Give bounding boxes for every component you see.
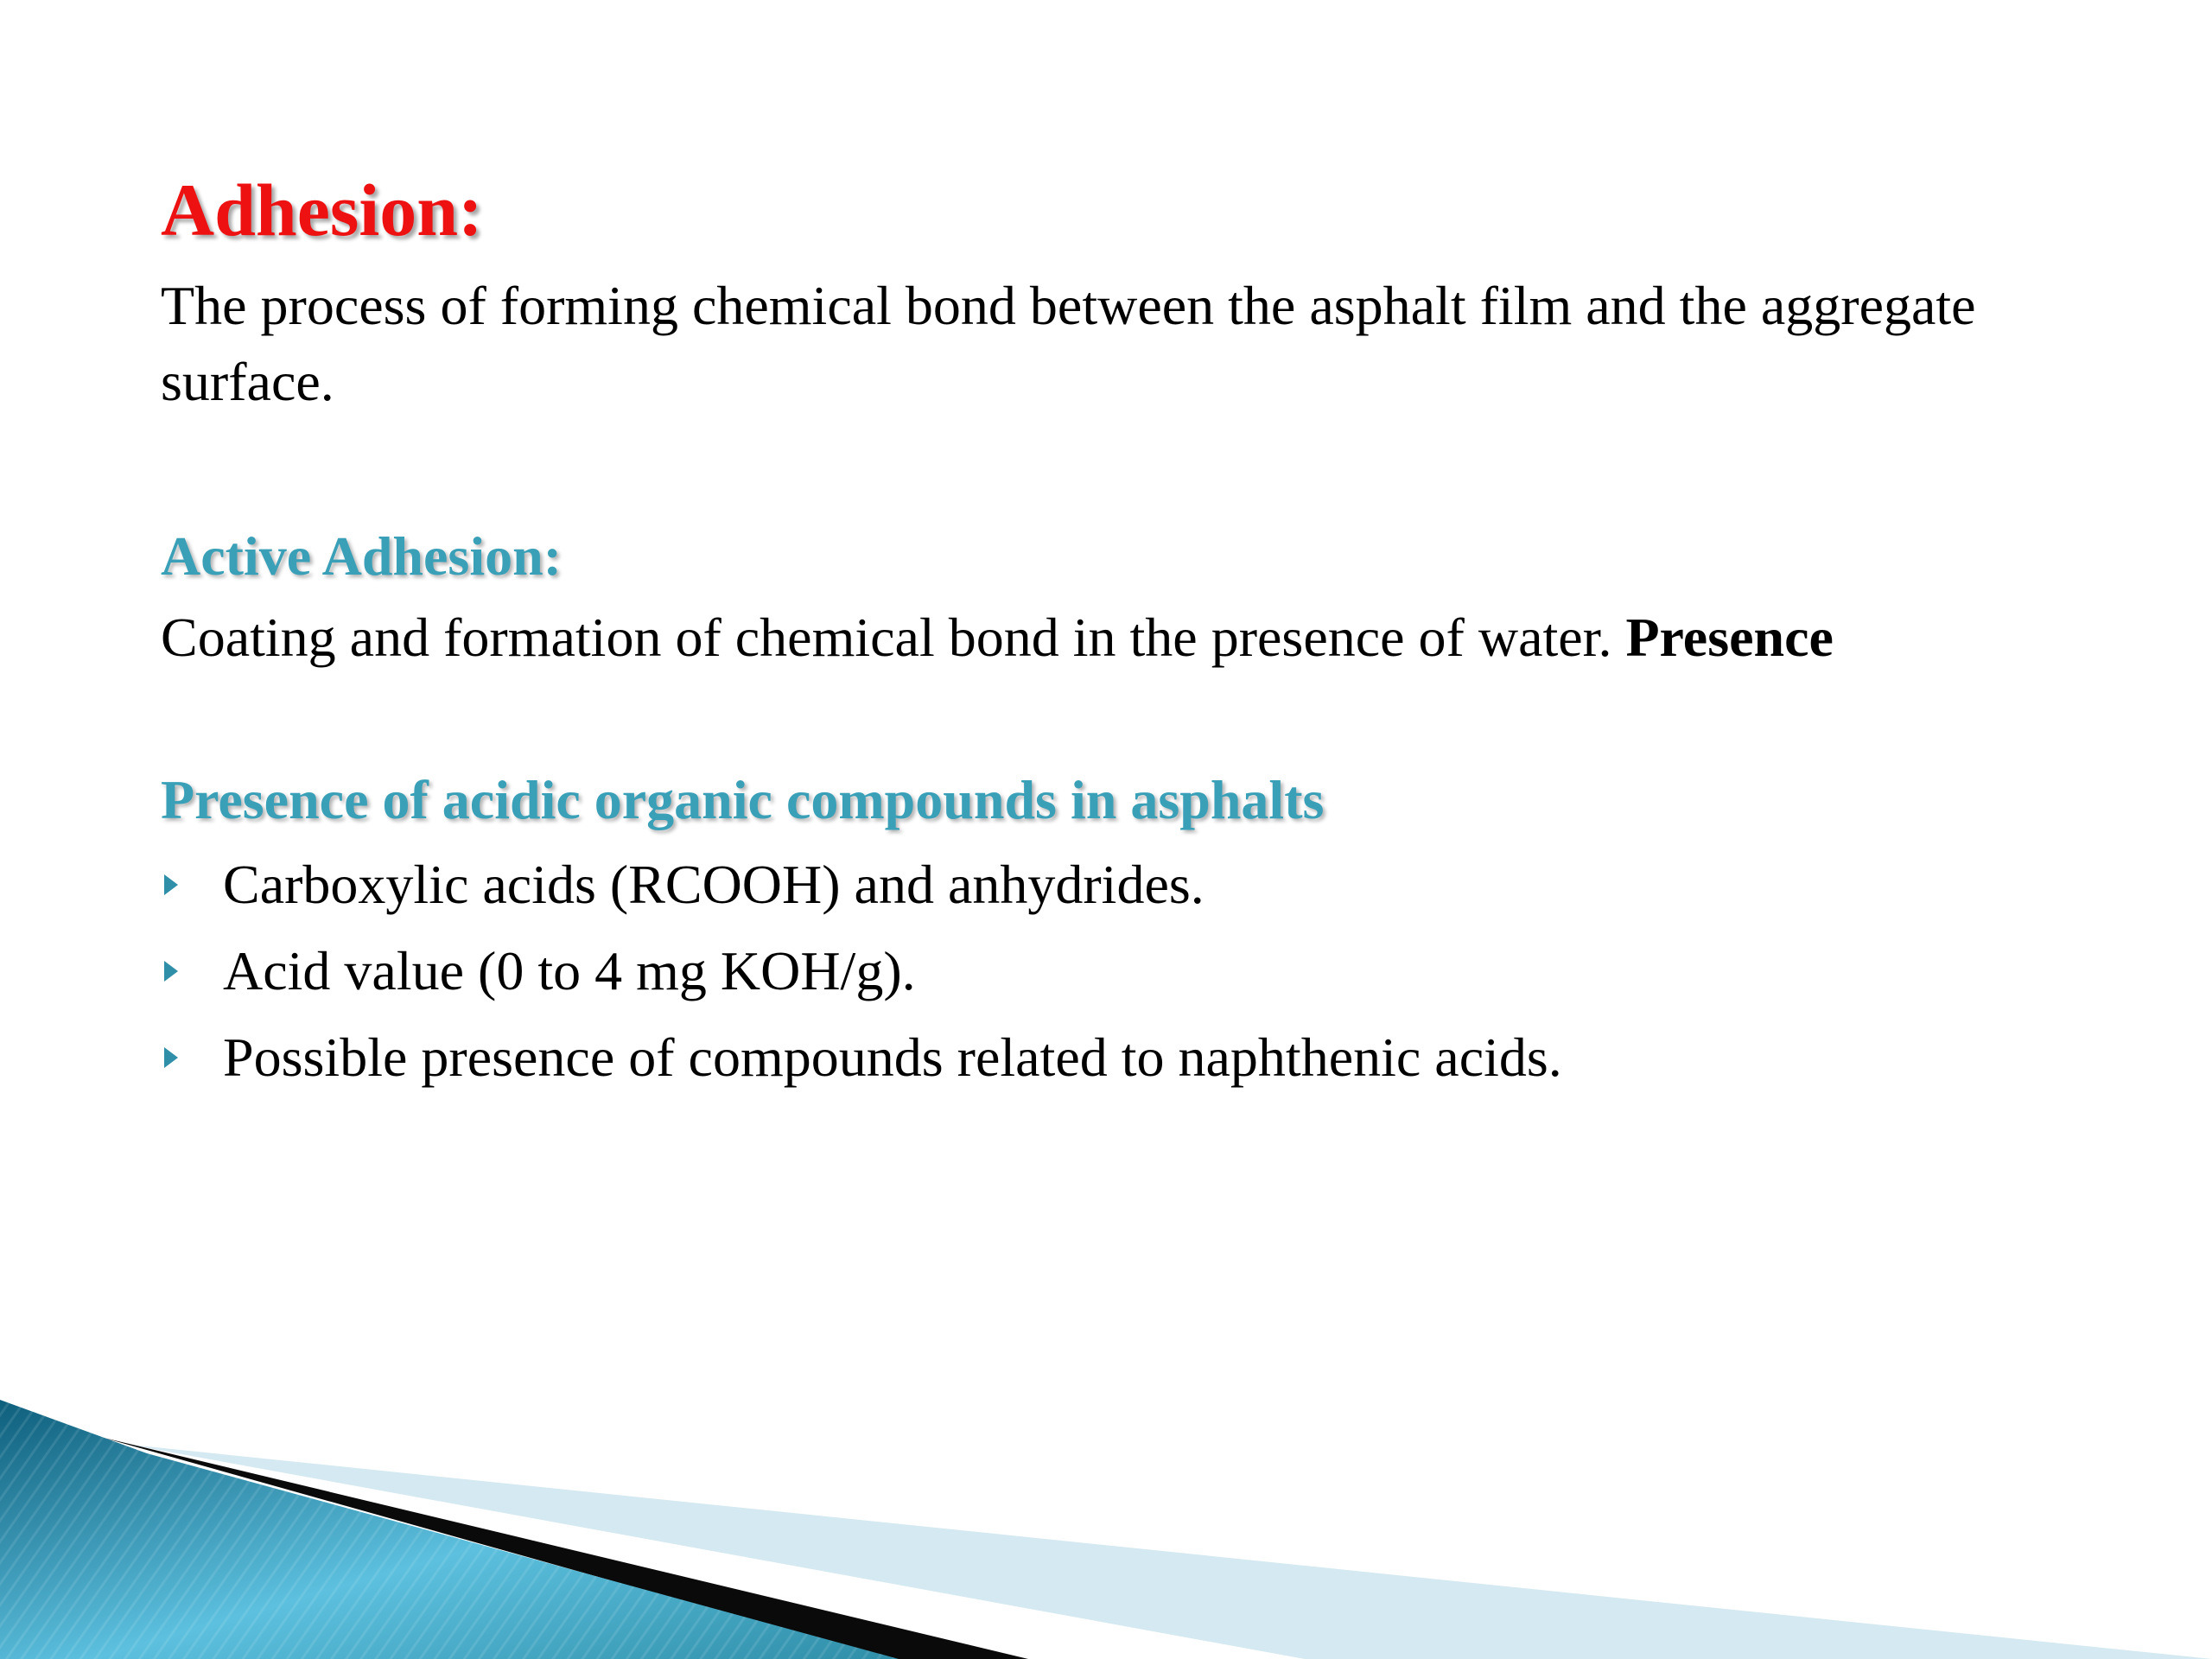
wedge-blue-band bbox=[0, 1400, 899, 1659]
active-adhesion-text: Coating and formation of chemical bond in the presence of water. bbox=[161, 607, 1612, 668]
list-item bbox=[161, 928, 2105, 1014]
wedge-light-band bbox=[130, 1445, 2212, 1659]
slide-content bbox=[161, 168, 2105, 1101]
active-adhesion-heading: Active Adhesion: bbox=[161, 525, 562, 587]
bullet-arrow-icon bbox=[164, 874, 178, 895]
presence-bold-text: Presence bbox=[1625, 607, 1834, 668]
list-item bbox=[161, 842, 2105, 928]
acidic-compounds-list bbox=[161, 842, 2105, 1101]
active-adhesion-paragraph bbox=[161, 600, 2105, 676]
wedge-black-band bbox=[104, 1438, 1028, 1659]
slide-title: Adhesion: bbox=[161, 168, 483, 251]
bullet-arrow-icon bbox=[164, 1047, 178, 1068]
list-item-text: Acid value (0 to 4 mg KOH/g). bbox=[223, 940, 916, 1001]
list-item bbox=[161, 1014, 2105, 1101]
list-item-text: Carboxylic acids (RCOOH) and anhydrides. bbox=[223, 854, 1205, 915]
wedge-stripe-texture bbox=[0, 1400, 899, 1659]
list-item-text: Possible presence of compounds related to naphthenic acids. bbox=[223, 1027, 1562, 1088]
acidic-compounds-heading: Presence of acidic organic compounds in asphalts bbox=[161, 769, 1325, 830]
bullet-arrow-icon bbox=[164, 961, 178, 982]
definition-paragraph: The process of forming chemical bond between the asphalt film and the aggregate surface. bbox=[161, 275, 1976, 412]
